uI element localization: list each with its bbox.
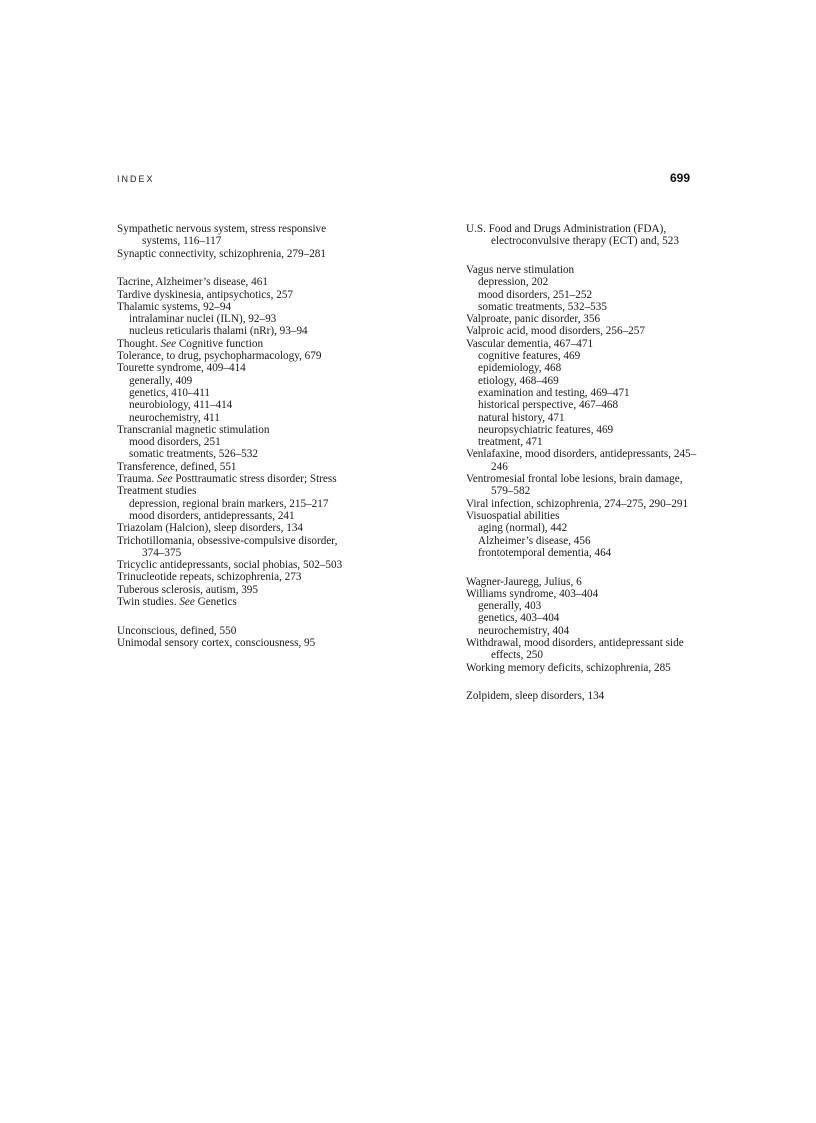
- entry-text: Williams syndrome, 403–404: [466, 587, 599, 600]
- index-subentry: [466, 362, 704, 374]
- index-subentry: [466, 535, 704, 547]
- index-subentry: [117, 313, 355, 325]
- entry-text: U.S. Food and Drugs Administration (FDA), electroconvulsive therapy (ECT) and, 523: [466, 223, 679, 248]
- index-entry: [117, 248, 355, 260]
- entry-text: somatic treatments, 532–535: [478, 300, 607, 313]
- entry-text: aging (normal), 442: [478, 522, 568, 535]
- entry-text: Unimodal sensory cortex, consciousness, 95: [117, 636, 316, 649]
- index-subentry: [117, 498, 355, 510]
- entry-text: Tourette syndrome, 409–414: [117, 362, 246, 375]
- index-subentry: [466, 399, 704, 411]
- index-entry: [466, 690, 704, 702]
- see-reference-target: Cognitive function: [178, 337, 264, 350]
- entry-text: Trinucleotide repeats, schizophrenia, 273: [117, 571, 302, 584]
- entry-text: Trauma.: [117, 473, 155, 486]
- index-entry: [466, 662, 704, 674]
- entry-text: Thought.: [117, 337, 158, 350]
- entry-text: Treatment studies: [117, 485, 197, 498]
- entry-text: nucleus reticularis thalami (nRr), 93–94: [129, 325, 308, 338]
- index-entry: [466, 588, 704, 600]
- entry-text: historical perspective, 467–468: [478, 399, 619, 412]
- entry-text: Unconscious, defined, 550: [117, 624, 237, 637]
- entry-text: genetics, 403–404: [478, 612, 560, 625]
- index-letter-group: [466, 576, 704, 674]
- entry-text: generally, 409: [129, 374, 193, 387]
- entry-text: etiology, 468–469: [478, 374, 559, 387]
- entry-text: Tuberous sclerosis, autism, 395: [117, 583, 258, 596]
- entry-text: Ventromesial frontal lobe lesions, brain damage, 579–582: [466, 473, 683, 498]
- see-reference-label: See: [179, 596, 195, 608]
- index-column-left: [117, 223, 355, 649]
- entry-text: Zolpidem, sleep disorders, 134: [466, 690, 605, 703]
- index-letter-group: [117, 223, 355, 260]
- entry-text: Wagner-Jauregg, Julius, 6: [466, 575, 582, 588]
- entry-text: neuropsychiatric features, 469: [478, 423, 614, 436]
- page-number: 699: [669, 171, 690, 185]
- index-entry: [466, 338, 704, 350]
- entry-text: natural history, 471: [478, 411, 565, 424]
- entry-text: Visuospatial abilities: [466, 509, 560, 522]
- entry-text: neurobiology, 411–414: [129, 399, 233, 412]
- index-entry: [117, 637, 355, 649]
- index-entry: [466, 223, 704, 248]
- index-subentry: [466, 612, 704, 624]
- entry-text: Tardive dyskinesia, antipsychotics, 257: [117, 288, 294, 301]
- index-subentry: [466, 301, 704, 313]
- index-subentry: [466, 436, 704, 448]
- entry-text: neurochemistry, 404: [478, 624, 570, 637]
- entry-text: Valproic acid, mood disorders, 256–257: [466, 325, 645, 338]
- entry-text: Valproate, panic disorder, 356: [466, 313, 601, 326]
- index-entry: [117, 584, 355, 596]
- index-entry: [117, 485, 355, 497]
- index-entry: [466, 325, 704, 337]
- entry-text: Tolerance, to drug, psychopharmacology, 679: [117, 350, 322, 363]
- entry-text: Tricyclic antidepressants, social phobias, 502–503: [117, 559, 343, 572]
- entry-text: intralaminar nuclei (ILN), 92–93: [129, 313, 277, 326]
- entry-text: neurochemistry, 411: [129, 411, 220, 424]
- running-head: INDEX: [117, 174, 155, 184]
- index-subentry: [117, 387, 355, 399]
- index-subentry: [466, 625, 704, 637]
- see-reference-label: See: [157, 473, 173, 486]
- see-reference-target: Posttraumatic stress disorder; Stress: [175, 473, 337, 486]
- entry-text: epidemiology, 468: [478, 362, 562, 375]
- entry-text: depression, 202: [478, 276, 549, 289]
- index-column-right: [466, 223, 704, 703]
- index-entry: [117, 535, 355, 560]
- index-entry: [117, 362, 355, 374]
- index-entry: [117, 350, 355, 362]
- index-entry: [117, 338, 355, 350]
- index-entry: [466, 448, 704, 473]
- index-subentry: [117, 436, 355, 448]
- index-subentry: [117, 510, 355, 522]
- entry-text: depression, regional brain markers, 215–217: [129, 497, 329, 510]
- entry-text: mood disorders, antidepressants, 241: [129, 509, 295, 522]
- index-entry: [117, 301, 355, 313]
- index-entry: [117, 461, 355, 473]
- entry-text: examination and testing, 469–471: [478, 386, 630, 399]
- entry-text: treatment, 471: [478, 436, 543, 449]
- index-subentry: [466, 424, 704, 436]
- index-entry: [117, 276, 355, 288]
- entry-text: Withdrawal, mood disorders, antidepressant side effects, 250: [466, 636, 684, 662]
- index-entry: [117, 571, 355, 583]
- index-entry: [466, 264, 704, 276]
- index-entry: [117, 473, 355, 485]
- entry-text: genetics, 410–411: [129, 386, 210, 399]
- index-entry: [117, 223, 355, 248]
- index-subentry: [466, 600, 704, 612]
- index-entry: [117, 522, 355, 534]
- entry-text: Vascular dementia, 467–471: [466, 337, 594, 350]
- index-entry: [117, 424, 355, 436]
- index-entry: [466, 637, 704, 662]
- see-reference-label: See: [160, 337, 177, 350]
- index-subentry: [466, 387, 704, 399]
- index-subentry: [466, 276, 704, 288]
- index-subentry: [117, 375, 355, 387]
- index-letter-group: [117, 625, 355, 650]
- see-reference-target: Genetics: [197, 596, 237, 608]
- index-subentry: [117, 325, 355, 337]
- index-subentry: [117, 412, 355, 424]
- index-entry: [466, 313, 704, 325]
- index-letter-group: [466, 690, 704, 702]
- entry-text: Transcranial magnetic stimulation: [117, 423, 270, 436]
- entry-text: Viral infection, schizophrenia, 274–275, 290–291: [466, 497, 689, 510]
- index-entry: [117, 289, 355, 301]
- index-letter-group: [466, 223, 704, 248]
- entry-text: Thalamic systems, 92–94: [117, 300, 232, 313]
- index-subentry: [466, 375, 704, 387]
- index-subentry: [117, 399, 355, 411]
- entry-text: mood disorders, 251–252: [478, 288, 593, 301]
- index-entry: [466, 473, 704, 498]
- index-entry: [466, 510, 704, 522]
- entry-text: Working memory deficits, schizophrenia, 285: [466, 661, 671, 674]
- entry-text: Venlafaxine, mood disorders, antidepressants, 245–246: [466, 448, 697, 473]
- entry-text: Trichotillomania, obsessive-compulsive disorder, 374–375: [117, 534, 338, 559]
- index-letter-group: [117, 276, 355, 608]
- entry-text: frontotemporal dementia, 464: [478, 546, 612, 559]
- index-subentry: [466, 350, 704, 362]
- entry-text: somatic treatments, 526–532: [129, 448, 258, 461]
- entry-text: Twin studies.: [117, 596, 177, 608]
- entry-text: Vagus nerve stimulation: [466, 263, 575, 276]
- entry-text: Tacrine, Alzheimer’s disease, 461: [117, 276, 268, 289]
- entry-text: Sympathetic nervous system, stress responsive systems, 116–117: [117, 223, 327, 248]
- index-subentry: [117, 448, 355, 460]
- index-entry: [466, 576, 704, 588]
- index-subentry: [466, 522, 704, 534]
- index-entry: [117, 596, 355, 608]
- index-entry: [117, 559, 355, 571]
- index-subentry: [466, 289, 704, 301]
- entry-text: generally, 403: [478, 600, 542, 613]
- entry-text: Transference, defined, 551: [117, 460, 237, 473]
- entry-text: mood disorders, 251: [129, 436, 221, 449]
- index-subentry: [466, 412, 704, 424]
- index-entry: [466, 498, 704, 510]
- index-letter-group: [466, 264, 704, 559]
- entry-text: Synaptic connectivity, schizophrenia, 279–281: [117, 247, 326, 260]
- entry-text: Alzheimer’s disease, 456: [478, 534, 591, 547]
- index-entry: [117, 625, 355, 637]
- entry-text: cognitive features, 469: [478, 350, 581, 363]
- entry-text: Triazolam (Halcion), sleep disorders, 134: [117, 522, 304, 535]
- index-subentry: [466, 547, 704, 559]
